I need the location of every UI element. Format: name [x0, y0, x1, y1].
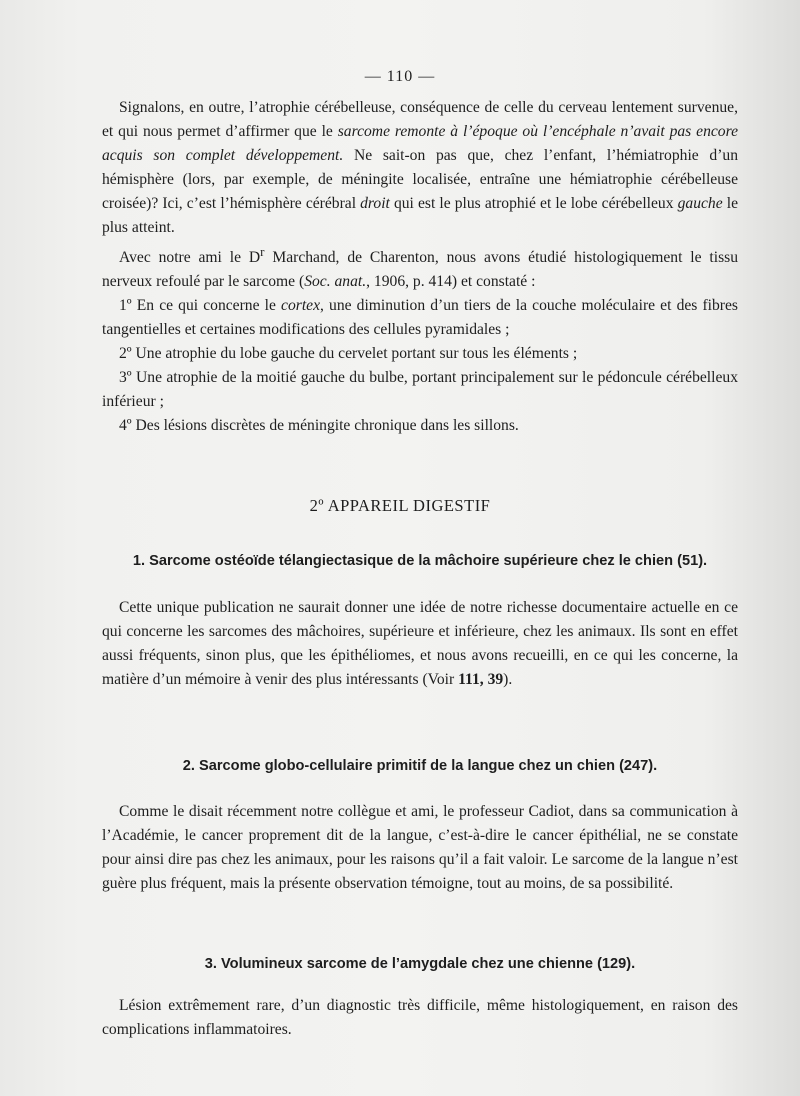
paragraph-study: Avec notre ami le $D^r$ Marchand, de Charenton, nous avons étudié histologiquement le tissu nerveux refoulé par le sarcome (Soc. anat., 1906, p. 414) et constaté : [102, 244, 739, 291]
page-number: — 110 — [364, 68, 436, 85]
paragraph-atrophy: Signalons, en outre, l’atrophie cérébelleuse, conséquence de celle du cerveau lentement survenue, et qui nous permet d’affirmer que le sarcome remonte à l’époque où l’encéphale n’avait pas encore acquis son complet développement. Ne sait-on pas que, chez l’enfant, l’hémiatrophie d’un hémisphère (lors, par exemple, de méningite localisée, entraîne une hémiatrophie cérébelleuse croisée)? Ici, c’est l’hémisphère cérébral droit qui est le plus atrophié et le lobe cérébelleux gauche le plus atteint. [102, 99, 738, 236]
finding-4: 4º Des lésions discrètes de méningite chronique dans les sillons. [119, 417, 519, 435]
finding-1: 1º En ce qui concerne le cortex, une diminution d’un tiers de la couche moléculaire et des fibres tangentielles et certaines modifications des cellules pyramidales ; [102, 297, 738, 339]
subsection-heading-1: 1. Sarcome ostéoïde télangiectasique de la mâchoire supérieure chez le chien (51). [132, 553, 708, 569]
section-title: 2º APPAREIL DIGESTIF [309, 496, 491, 515]
subsection-heading-2: 2. Sarcome globo-cellulaire primitif de la langue chez un chien (247). [182, 758, 658, 774]
subsection-text-2: Comme le disait récemment notre collègue et ami, le professeur Cadiot, dans sa communication à l’Académie, le cancer proprement dit de la langue, c’est-à-dire le cancer épithélial, ne se constate pour ainsi dire pas chez les animaux, pour les raisons qu’il a fait valoir. Le sarcome de la langue n’est guère plus fréquent, mais la présente observation témoigne, tout au moins, de sa possibilité. [102, 803, 738, 892]
finding-3: 3º Une atrophie de la moitié gauche du bulbe, portant principalement sur le pédoncule cérébelleux inférieur ; [102, 369, 738, 411]
subsection-text-3: Lésion extrêmement rare, d’un diagnostic très difficile, même histologiquement, en raison des complications inflammatoires. [102, 997, 738, 1038]
subsection-heading-3: 3. Volumineux sarcome de l’amygdale chez une chienne (129). [204, 956, 636, 972]
finding-2: 2º Une atrophie du lobe gauche du cervelet portant sur tous les éléments ; [119, 345, 578, 363]
intro-text [102, 96, 738, 438]
subsection-text-1: Cette unique publication ne saurait donner une idée de notre richesse documentaire actuelle en ce qui concerne les sarcomes des mâchoires, supérieure et inférieure, chez les animaux. Ils sont en effet aussi fréquents, sinon plus, que les épithéliomes, et nous avons recueilli, en ce qui les concerne, la matière d’un mémoire à venir des plus intéressants (Voir 111, 39). [102, 599, 738, 688]
